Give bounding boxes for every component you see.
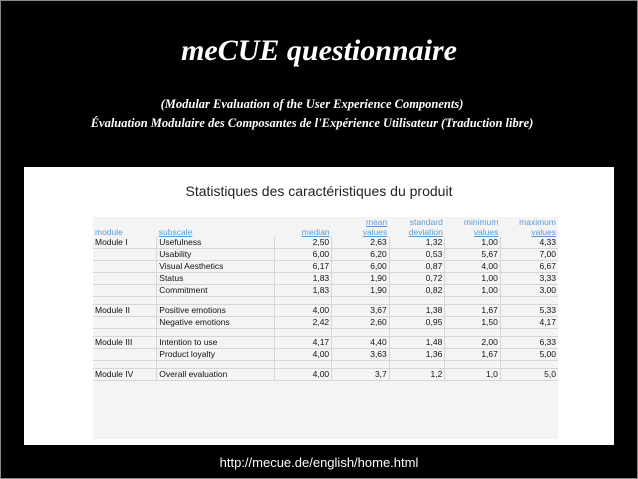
slide-title: meCUE questionnaire <box>181 34 457 67</box>
table-row: Visual Aesthetics 6,17 6,00 0,87 4,00 6,67 <box>93 261 558 273</box>
table-spacer-row <box>93 329 558 337</box>
header-mean: mean values <box>362 217 388 237</box>
header-std: standard deviation <box>408 217 443 237</box>
table-spacer-row <box>93 297 558 305</box>
table-row: Module II Positive emotions 4,00 3,67 1,38 1,67 5,33 <box>95 305 556 315</box>
table-header-row <box>93 217 558 237</box>
table-row: Negative emotions 2,42 2,60 0,95 1,50 4,17 <box>93 317 558 329</box>
header-median: median <box>301 227 330 237</box>
content-panel <box>24 167 614 445</box>
table-row: Commitment 1,83 1,90 0,82 1,00 3,00 <box>93 285 558 297</box>
table-spacer-row <box>93 361 558 369</box>
subtitle-english: (Modular Evaluation of the User Experience Components) <box>160 97 464 111</box>
table-row: Module I Usefulness 2,50 2,63 1,32 1,00 4,33 <box>95 237 556 247</box>
subtitle-french: Évaluation Modulaire des Composantes de l'Expérience Utilisateur (Traduction libre) <box>90 116 534 130</box>
table-row: Module IV Overall evaluation 4,00 3,7 1,2 1,0 5,0 <box>95 369 556 379</box>
header-subscale: subscale <box>158 227 193 237</box>
table-row: Product loyalty 4,00 3,63 1,36 1,67 5,00 <box>93 349 558 361</box>
footer-url: http://mecue.de/english/home.html <box>219 455 419 470</box>
statistics-table <box>93 217 558 381</box>
panel-heading: Statistiques des caractéristiques du produit <box>185 183 453 199</box>
header-module: module <box>95 227 123 237</box>
header-min: minimum values <box>463 217 499 237</box>
table-row: Usability 6,00 6,20 0,53 5,67 7,00 <box>93 249 558 261</box>
statistics-table-wrapper <box>93 217 558 439</box>
header-max: maximum values <box>519 217 556 237</box>
table-row: Module III Intention to use 4,17 4,40 1,48 2,00 6,33 <box>95 337 556 347</box>
table-row: Status 1,83 1,90 0,72 1,00 3,33 <box>93 273 558 285</box>
